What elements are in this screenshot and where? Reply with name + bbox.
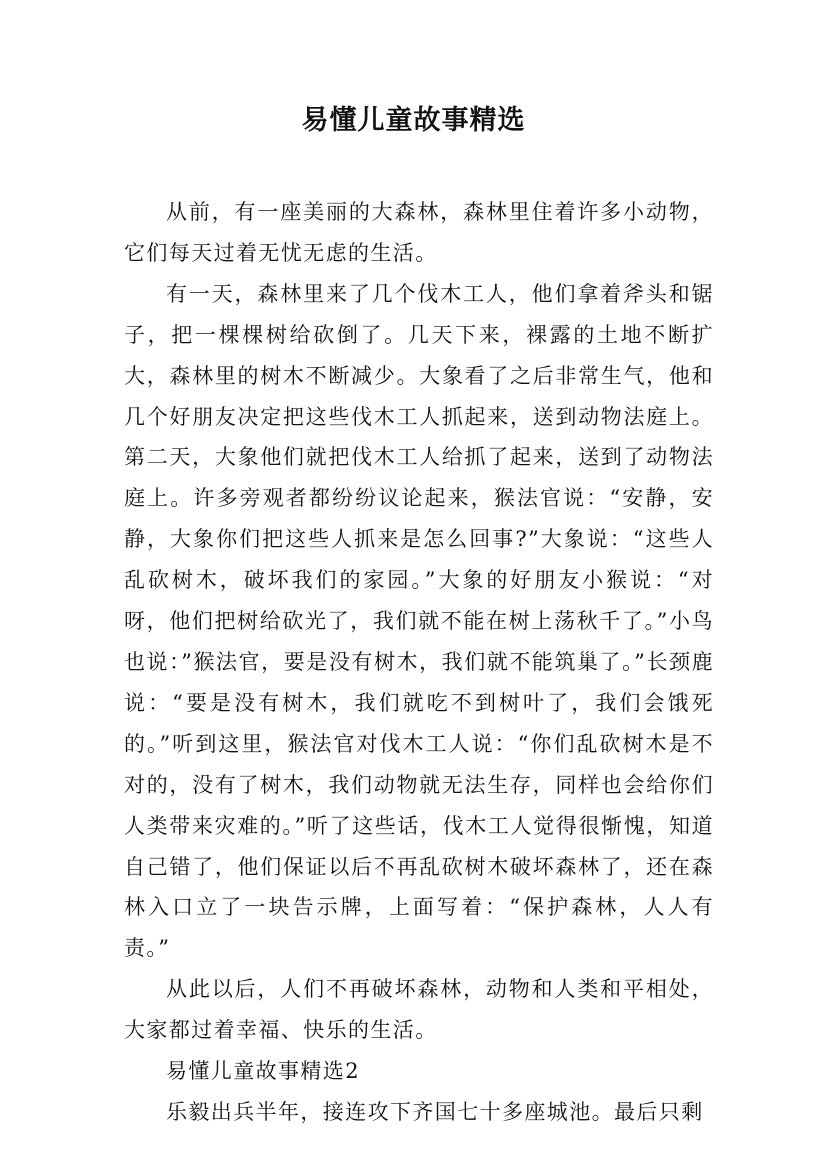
paragraph: 有一天，森林里来了几个伐木工人，他们拿着斧头和锯子，把一棵棵树给砍倒了。几天下来，裸露的土地不断扩大，森林里的树木不断减少。大象看了之后非常生气，他和几个好朋友决定把这些伐木工人抓起来，送到动物法庭上。第二天，大象他们就把伐木工人给抓了起来，送到了动物法庭上。许多旁观者都纷纷议论起来，猴法官说：“安静，安静，大象你们把这些人抓来是怎么回事?”大象说：“这些人乱砍树木，破坏我们的家园。”大象的好朋友小猴说：“对呀，他们把树给砍光了，我们就不能在树上荡秋千了。”小鸟也说：”猴法官，要是没有树木，我们就不能筑巢了。”长颈鹿说：“要是没有树木，我们就吃不到树叶了，我们会饿死的。”听到这里，猴法官对伐木工人说：“你们乱砍树木是不对的，没有了树木，我们动物就无法生存，同样也会给你们人类带来灾难的。”听了这些话，伐木工人觉得很惭愧，知道自己错了，他们保证以后不再乱砍树木破坏森林了，还在森林入口立了一块告示牌，上面写着：“保护森林，人人有责。”: [124, 281, 714, 961]
document-title: 易懂儿童故事精选: [301, 105, 526, 136]
paragraph: 乐毅出兵半年，接连攻下齐国七十多座城池。最后只剩: [166, 1099, 704, 1124]
section-subtitle: 易懂儿童故事精选2: [166, 1059, 360, 1084]
paragraph: 从前，有一座美丽的大森林，森林里住着许多小动物，它们每天过着无忧无虑的生活。: [124, 200, 714, 265]
document-body: [124, 192, 714, 1133]
paragraph: 从此以后，人们不再破坏森林，动物和人类和平相处，大家都过着幸福、快乐的生活。: [124, 977, 714, 1043]
